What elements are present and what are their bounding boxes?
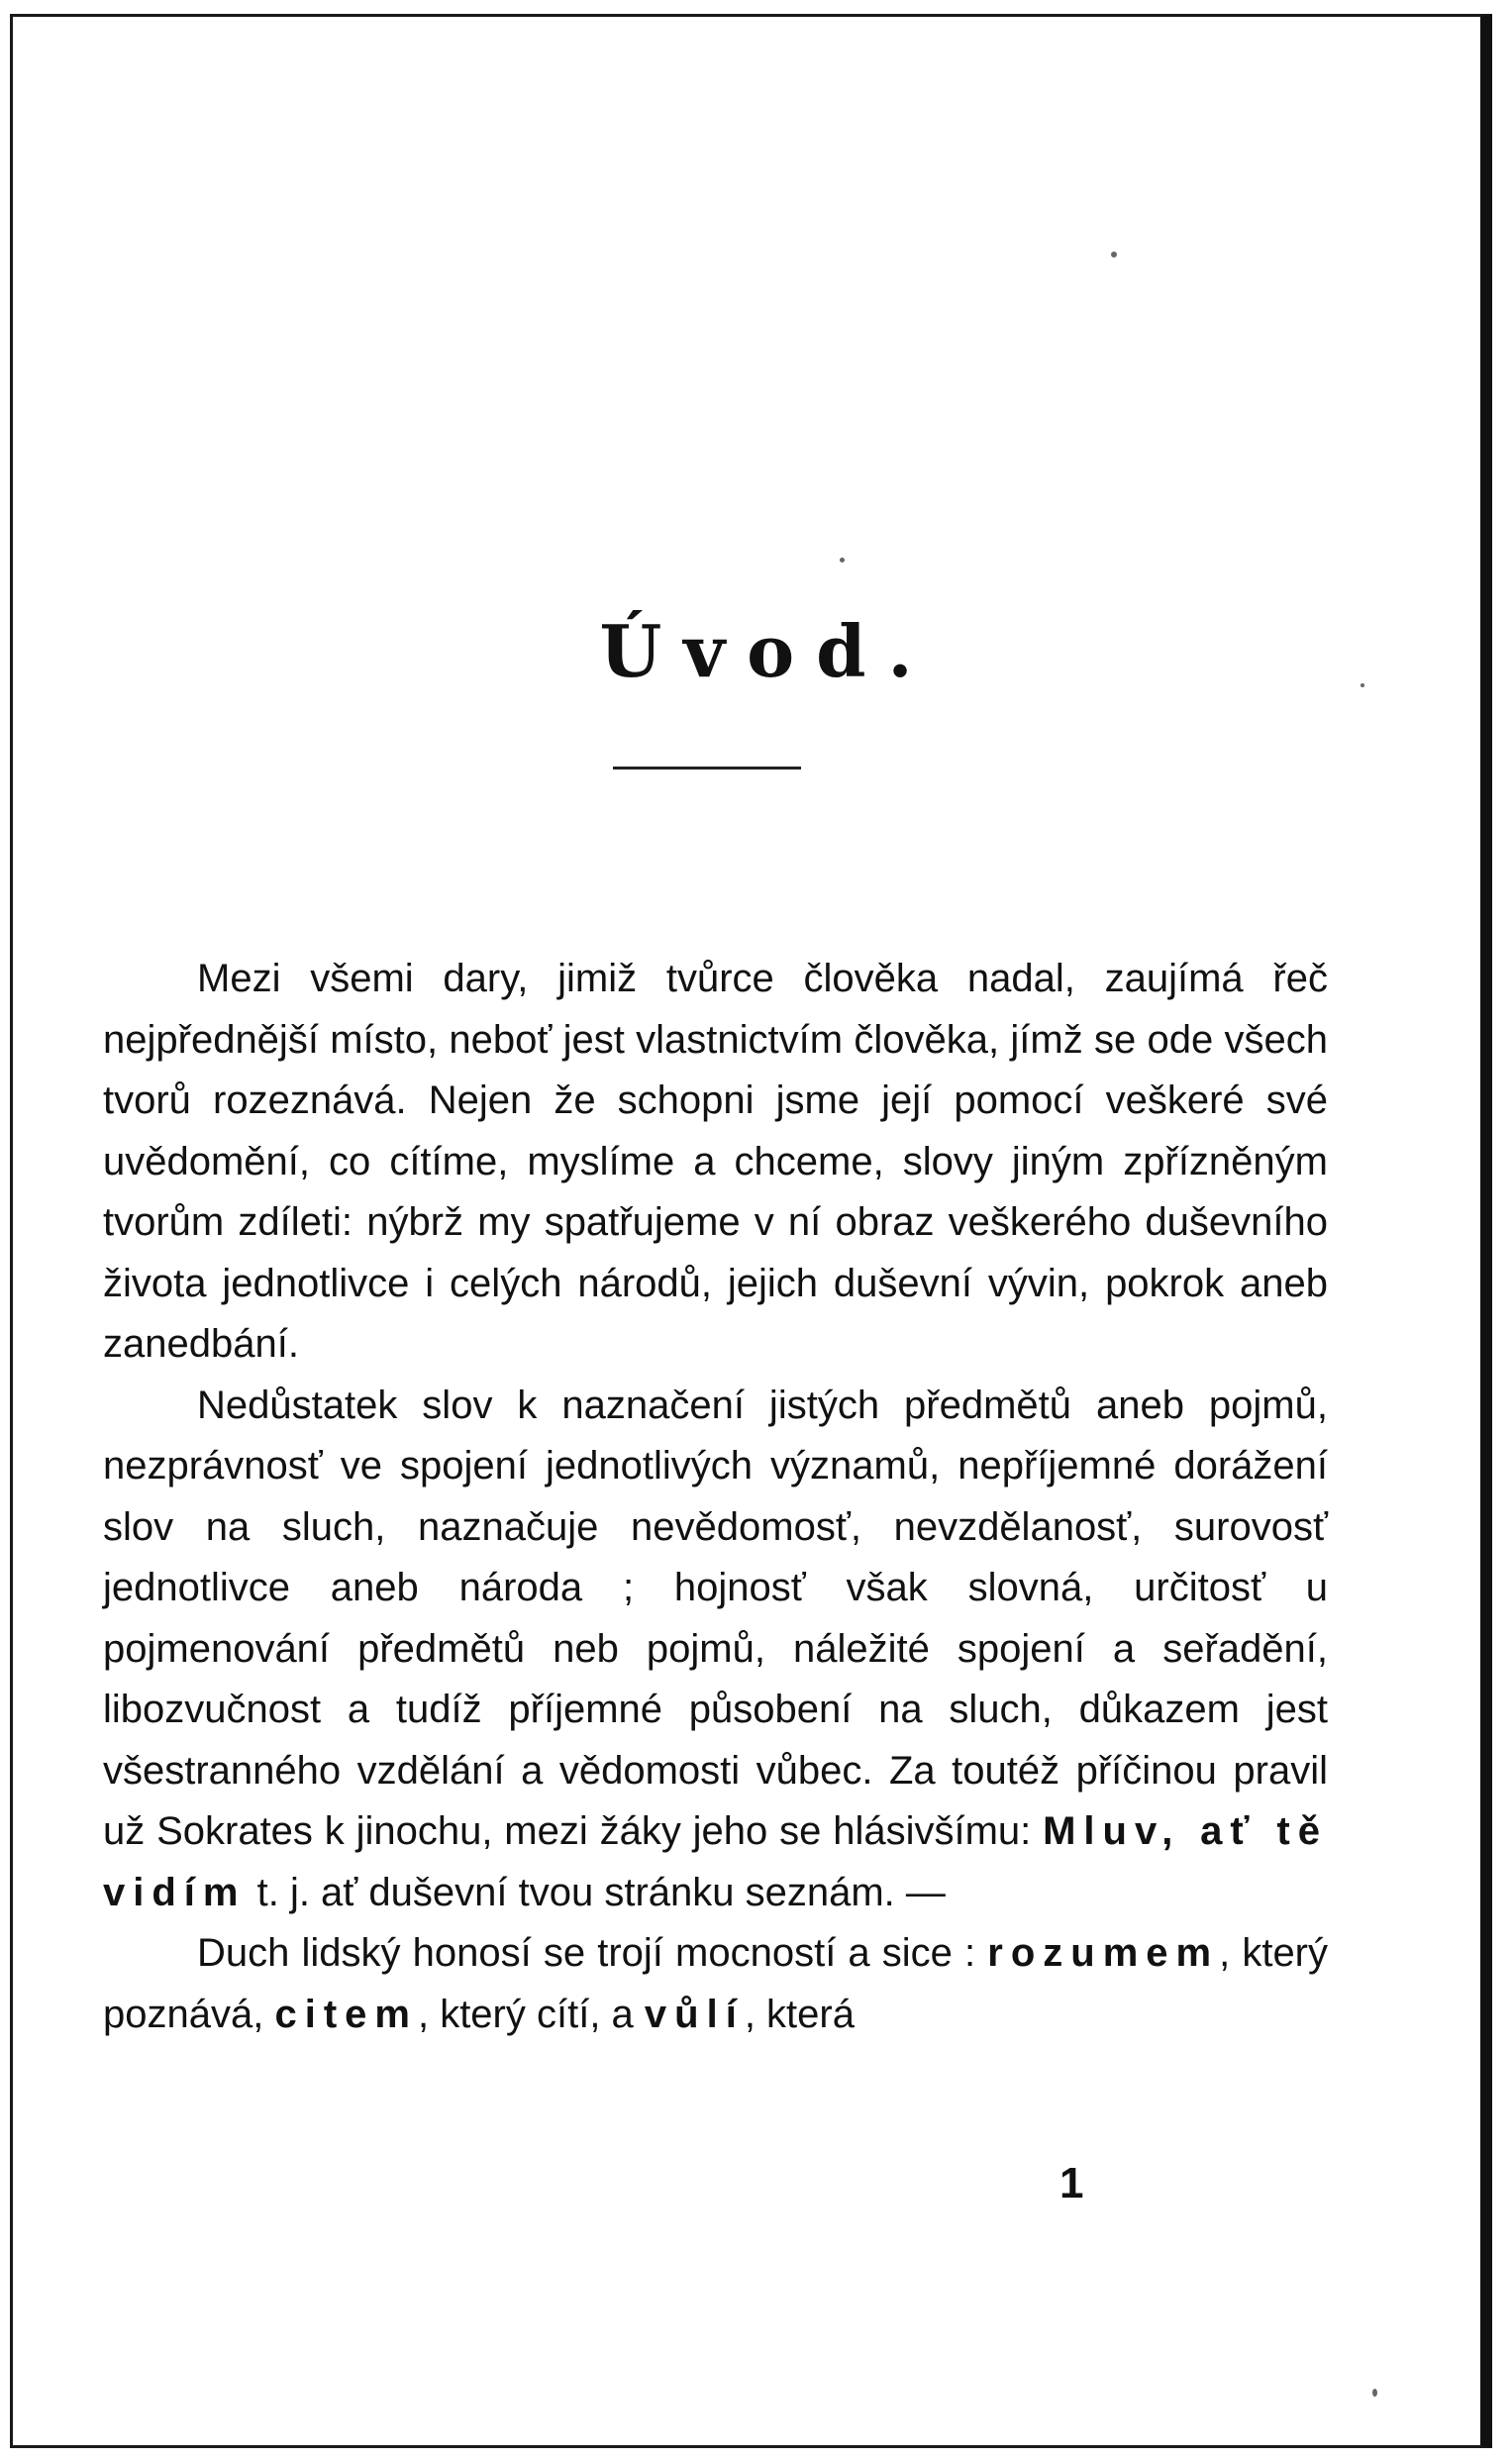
paragraph-2 bbox=[103, 1376, 1328, 1924]
paragraph-3 bbox=[103, 1923, 1328, 2045]
paragraph-2-text-a: Nedůstatek slov k naznačení jistých předmětů aneb pojmů, nezprávnosť ve spojení jednotlivých významů, nepříjemné dorážení slov na sluch, naznačuje nevědomosť, nevzdělanosť, surovosť jednotlivce aneb národa ; hojnosť však slovná, určitosť u pojmenování předmětů neb pojmů, náležité spojení a seřadění, libozvučnost a tudíž příjemné působení na sluch, důkazem jest všestranného vzdělání a vědomosti vůbec. Za toutéž příčinou pravil už Sokrates k jinochu, mezi žáky jeho se hlásivšímu: bbox=[103, 1383, 1328, 1853]
paragraph-1 bbox=[103, 949, 1328, 1376]
page-number: 1 bbox=[1059, 2159, 1084, 2207]
paragraph-3-text-c: , který cítí, a bbox=[417, 1992, 645, 2036]
paragraph-2-emphasis: Mluv, ať tě vidím bbox=[103, 1809, 1328, 1914]
paragraph-3-text-a: Duch lidský honosí se trojí mocností a sice : bbox=[197, 1931, 988, 1975]
print-speck bbox=[1372, 2389, 1377, 2397]
page-title: Úvod. bbox=[599, 609, 935, 693]
paragraph-1-text: Mezi všemi dary, jimiž tvůrce člověka nadal, zaujímá řeč nejpřednější místo, neboť jest vlastnictvím člověka, jímž se ode všech tvorů rozeznává. Nejen že schopni jsme její pomocí veškeré své uvědomění, co cítíme, myslíme a chceme, slovy jiným zpřízněným tvorům zdíleti: nýbrž my spatřujeme v ní obraz veškerého duševního života jednotlivce i celých národů, jejich duševní vývin, pokrok aneb zanedbání. bbox=[103, 957, 1328, 1366]
print-speck bbox=[1361, 683, 1364, 687]
print-speck bbox=[840, 558, 845, 563]
paragraph-3-emphasis-vuli: vůlí bbox=[644, 1992, 745, 2036]
paragraph-3-text-b: , který poznává, bbox=[103, 1931, 1329, 2036]
paragraph-3-text-d: , která bbox=[744, 1992, 855, 2036]
paragraph-3-emphasis-citem: citem bbox=[274, 1992, 418, 2036]
title-divider bbox=[613, 767, 801, 769]
body-text bbox=[103, 949, 1328, 2045]
print-speck bbox=[1111, 252, 1117, 257]
paragraph-3-emphasis-rozumem: rozumem bbox=[987, 1931, 1220, 1975]
paragraph-2-text-b: t. j. ať duševní tvou stránku seznám. — bbox=[246, 1870, 946, 1914]
